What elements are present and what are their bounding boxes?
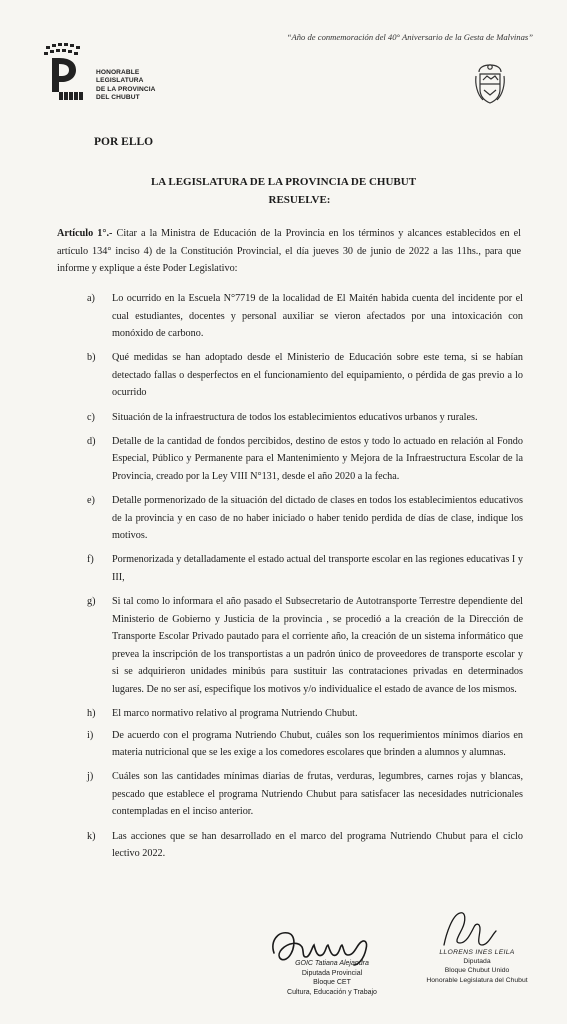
list-item: a) Lo ocurrido en la Escuela N°7719 de la localidad de El Maitén habida cuenta del incidente por el cual estudiantes, docentes y personal auxiliar se vieron afectados por una intoxicación con monóxido de carbono. (87, 293, 523, 340)
article-1-label: Artículo 1°.- (57, 228, 113, 239)
list-item: e) Detalle pormenorizado de la situación del dictado de clases en todos los establecimientos educativos de la provincia y en caso de no haber iniciado o haber tenido perdida de días de clase, indique los motivos. (87, 494, 523, 542)
signatory-left-name: GOIC Tatiana Alejandra (295, 960, 369, 967)
legislature-emblem-icon (44, 42, 90, 102)
signatory-right-bloc: Bloque Chubut Unido (444, 967, 510, 975)
signatory-left-bloc: Bloque CET (313, 979, 351, 987)
legislature-logo-text: HONORABLE LEGISLATURA DE LA PROVINCIA DEL CHUBUT (96, 69, 156, 101)
section-label: POR ELLO (94, 136, 154, 148)
article-items-list (87, 290, 523, 869)
provincial-coat-of-arms-icon (473, 62, 507, 106)
resolution-heading: LA LEGISLATURA DE LA PROVINCIA DE CHUBUT (150, 176, 417, 188)
list-item: g) Si tal como lo informara el año pasado el Subsecretario de Autotransporte Terrestre dependiente del Ministerio de Gobierno y Justicia de la provincia , se procedió a la creación de la Dirección de Transporte Escolar Privado pautado para el corriente año, la creación de un sistema informático que prevea la inscripción de los transportistas a un padrón único de proveedores de transporte escolar y si se adquirieron unidades minibús para sustituir las contrataciones privadas en determinados lugares. De no ser así, especifique los motivos y/o individualice el estado de avance de los mismos. (87, 595, 523, 695)
list-item: c) Situación de la infraestructura de todos los establecimientos educativos urbanos y rurales. (87, 411, 478, 423)
list-item: k) Las acciones que se han desarrollado en el marco del programa Nutriendo Chubut para el ciclo lectivo 2022. (87, 830, 523, 860)
list-item: b) Qué medidas se han adoptado desde el Ministerio de Educación sobre este tema, si se habían detectado fallas o desperfectos en el funcionamiento del equipamiento, o pérdida de gas previo a lo ocurrido (87, 352, 523, 399)
signatures-block (0, 905, 567, 1024)
resolution-verb: RESUELVE: (268, 194, 331, 206)
signatory-left-committee: Cultura, Educación y Trabajo (287, 988, 377, 996)
list-item: j) Cuáles son las cantidades mínimas diarias de frutas, verduras, legumbres, carnes rojas y blancas, pescado que establece el programa Nutriendo Chubut para satisfacer las necesidades nutricionales contempladas en el inciso anterior. (87, 771, 523, 818)
legislature-logo (44, 42, 194, 104)
article-1-intro (57, 225, 521, 278)
signatory-left-role: Diputada Provincial (301, 969, 363, 977)
article-1-text: Citar a la Ministra de Educación de la Provincia en los términos y alcances establecidos en el artículo 134° inciso 4) de la Constitución Provincial, el día jueves 30 de junio de 2022 a las 11hs., para que informe y explique a éste Poder Legislativo: (57, 228, 521, 275)
signatory-right-name: LLORENS INES LEILA (439, 949, 515, 956)
anniversary-motto: “Año de conmemoración del 40° Aniversario de la Gesta de Malvinas” (286, 32, 533, 42)
signature-left (262, 959, 402, 997)
list-item: f) Pormenorizada y detalladamente el estado actual del transporte escolar en las regiones educativas I y III, (87, 554, 523, 583)
signature-right (412, 948, 542, 985)
list-item: d) Detalle de la cantidad de fondos percibidos, destino de estos y todo lo actuado en relación al Fondo Especial, Público y Permanente para el Mantenimiento y Mejora de la Infraestructura Escolar de la Provincia, creado por la Ley VIII N°131, desde el año 2020 a la fecha. (87, 435, 523, 482)
signatory-right-role: Diputada (463, 958, 491, 966)
list-item: h) El marco normativo relativo al programa Nutriendo Chubut. (87, 707, 358, 719)
list-item: i) De acuerdo con el programa Nutriendo Chubut, cuáles son los requerimientos mínimos diarios en materia nutricional que se les exige a los comedores escolares que brinden a alumnos y alumnas. (87, 729, 523, 759)
signatory-right-institution: Honorable Legislatura del Chubut (426, 976, 528, 984)
